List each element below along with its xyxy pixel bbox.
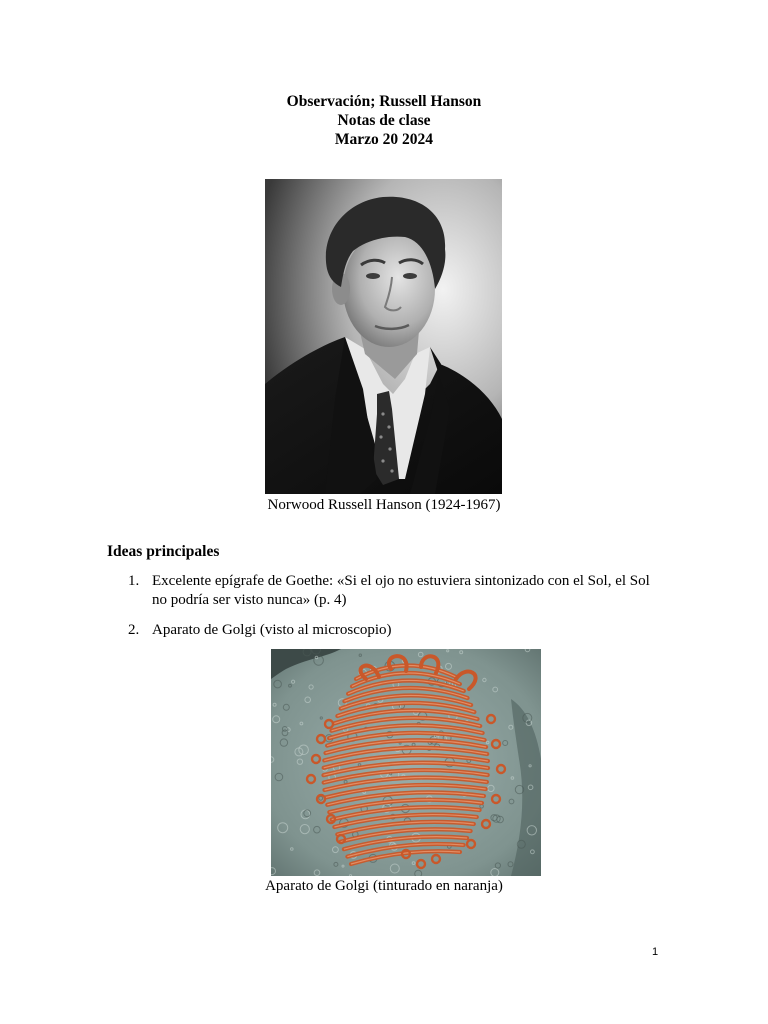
section-heading: Ideas principales [107, 543, 220, 560]
list-item-text-line: no podría ser visto nunca» (p. 4) [152, 592, 347, 608]
list-item-number: 1. [128, 573, 140, 589]
list-item-text-line: Excelente epígrafe de Goethe: «Si el ojo no estuviera sintonizado con el Sol, el Sol [152, 573, 650, 589]
document-title [0, 92, 768, 149]
golgi-caption: Aparato de Golgi (tinturado en naranja) [265, 878, 503, 894]
list-item [128, 621, 673, 640]
subtitle-line: Notas de clase [337, 112, 431, 129]
list-item-text-line: Aparato de Golgi (visto al microscopio) [152, 622, 392, 638]
list-item [128, 572, 673, 610]
page-number: 1 [652, 946, 659, 958]
list-item-number: 2. [128, 622, 140, 638]
golgi-micrograph [271, 649, 541, 876]
title-line: Observación; Russell Hanson [286, 93, 482, 110]
portrait-caption: Norwood Russell Hanson (1924-1967) [267, 497, 501, 513]
date-line: Marzo 20 2024 [334, 131, 434, 148]
portrait-photo [265, 179, 502, 494]
